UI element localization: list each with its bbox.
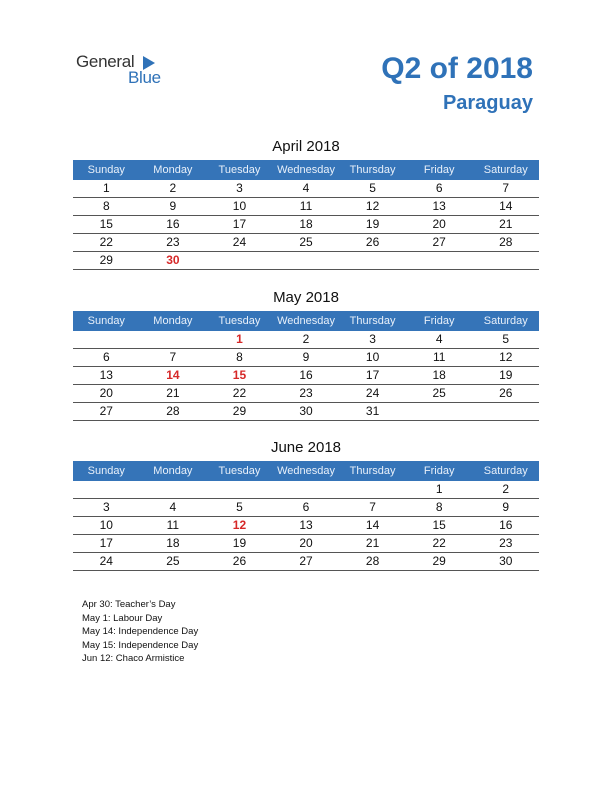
weekday-label: Sunday (87, 164, 125, 176)
day-cell: 12 (365, 199, 380, 213)
week-row (73, 553, 539, 571)
weekday-label: Monday (153, 315, 193, 327)
month-calendar (73, 437, 539, 571)
day-cell: 2 (502, 482, 510, 496)
day-cell: 4 (302, 181, 310, 195)
day-cell: 6 (435, 181, 443, 195)
day-cell (273, 252, 340, 269)
weekday-label: Tuesday (218, 465, 261, 477)
weekday-label: Saturday (483, 164, 528, 176)
day-cell (339, 252, 406, 269)
day-cell: 3 (369, 332, 376, 346)
week-row (73, 216, 539, 234)
day-cell: 22 (99, 235, 113, 249)
holiday-item: May 14: Independence Day (82, 626, 199, 637)
weekday-label: Monday (153, 164, 193, 176)
day-cell (406, 403, 473, 420)
holiday-item: May 1: Labour Day (82, 612, 163, 624)
day-cell: 21 (499, 217, 513, 231)
day-cell: 10 (232, 199, 247, 213)
week-row (73, 234, 539, 252)
week-row (73, 499, 539, 517)
day-cell: 26 (232, 554, 247, 568)
day-cell (73, 331, 140, 348)
weekday-label: Friday (423, 164, 455, 176)
day-cell: 23 (166, 235, 180, 249)
logo-blue-text: Blue (128, 68, 161, 87)
day-cell: 1 (102, 181, 110, 195)
day-cell (406, 252, 473, 269)
weekday-label: Wednesday (277, 164, 335, 176)
day-cell: 4 (435, 332, 443, 346)
day-cell: 23 (299, 386, 313, 400)
day-cell: 21 (365, 536, 380, 550)
day-cell: 2 (169, 181, 177, 195)
day-cell (273, 481, 340, 498)
holiday-item: Apr 30: Teacher’s Day (82, 599, 176, 610)
day-cell: 6 (302, 500, 310, 514)
week-row (73, 349, 539, 367)
day-cell: 24 (232, 235, 247, 249)
week-row (73, 517, 539, 535)
day-cell: 17 (99, 536, 113, 550)
day-cell: 14 (365, 518, 380, 532)
day-cell: 3 (102, 500, 110, 514)
month-calendar (73, 287, 539, 421)
day-cell: 12 (232, 518, 247, 532)
day-cell: 18 (166, 536, 180, 550)
month-title: June 2018 (270, 439, 342, 456)
day-cell: 8 (102, 199, 110, 213)
quarter-title: Q2 of 2018 (381, 52, 533, 85)
weekday-header (73, 461, 539, 481)
day-cell (206, 252, 273, 269)
day-cell: 24 (99, 554, 113, 568)
day-cell: 20 (299, 536, 313, 550)
logo-general-text: General (76, 52, 135, 71)
day-cell: 10 (99, 518, 113, 532)
day-cell: 24 (365, 386, 380, 400)
day-cell: 7 (502, 181, 510, 195)
day-cell: 1 (236, 332, 243, 346)
day-cell: 11 (299, 199, 313, 213)
day-cell: 10 (365, 350, 380, 364)
weekday-label: Saturday (483, 315, 528, 327)
day-cell (206, 481, 273, 498)
day-cell: 15 (99, 217, 113, 231)
day-cell: 9 (502, 500, 510, 514)
day-cell: 28 (499, 235, 513, 249)
weekday-label: Wednesday (277, 315, 335, 327)
holiday-item: Jun 12: Chaco Armistice (82, 653, 185, 664)
day-cell: 28 (166, 404, 180, 418)
day-cell: 14 (499, 199, 513, 213)
day-cell (339, 481, 406, 498)
day-cell: 19 (232, 536, 247, 550)
weekday-header (73, 160, 539, 180)
day-cell: 17 (232, 217, 247, 231)
day-cell: 7 (369, 500, 376, 514)
day-cell: 7 (169, 350, 177, 364)
day-cell: 8 (435, 500, 443, 514)
day-cell: 23 (499, 536, 513, 550)
week-row (73, 252, 539, 270)
month-title: April 2018 (272, 138, 340, 155)
day-cell: 15 (432, 518, 446, 532)
day-cell: 30 (499, 554, 513, 568)
day-cell: 5 (502, 332, 510, 346)
day-cell: 27 (432, 235, 446, 249)
day-cell (140, 481, 207, 498)
day-cell: 20 (432, 217, 446, 231)
day-cell: 11 (432, 350, 446, 364)
day-cell: 11 (166, 518, 180, 532)
weekday-label: Friday (423, 315, 455, 327)
day-cell: 13 (299, 518, 313, 532)
day-cell (472, 252, 539, 269)
day-cell: 2 (302, 332, 310, 346)
day-cell (73, 481, 140, 498)
day-cell: 1 (435, 482, 443, 496)
day-cell: 28 (365, 554, 380, 568)
day-cell: 29 (99, 253, 113, 267)
country-name: Paraguay (442, 92, 533, 114)
day-cell: 22 (232, 386, 247, 400)
month-calendar (73, 136, 539, 270)
day-cell: 20 (99, 386, 113, 400)
day-cell: 4 (169, 500, 177, 514)
week-row (73, 367, 539, 385)
day-cell: 30 (166, 253, 180, 267)
day-cell: 18 (432, 368, 446, 382)
day-cell: 26 (499, 386, 513, 400)
brand-logo (76, 52, 176, 92)
day-cell (140, 331, 207, 348)
weekday-label: Friday (423, 465, 455, 477)
week-row (73, 481, 539, 499)
week-row (73, 403, 539, 421)
weekday-label: Tuesday (218, 164, 261, 176)
day-cell: 27 (99, 404, 113, 418)
week-row (73, 535, 539, 553)
weekday-label: Thursday (349, 465, 396, 477)
day-cell: 9 (169, 199, 177, 213)
weekday-label: Sunday (87, 315, 125, 327)
day-cell (472, 403, 539, 420)
day-cell: 21 (166, 386, 180, 400)
week-row (73, 385, 539, 403)
day-cell: 25 (432, 386, 446, 400)
day-cell: 5 (236, 500, 243, 514)
day-cell: 15 (232, 368, 247, 382)
day-cell: 16 (166, 217, 180, 231)
day-cell: 12 (499, 350, 513, 364)
weekday-label: Thursday (349, 164, 396, 176)
day-cell: 27 (299, 554, 313, 568)
day-cell: 3 (236, 181, 243, 195)
day-cell: 25 (166, 554, 180, 568)
day-cell: 31 (365, 404, 380, 418)
day-cell: 8 (236, 350, 243, 364)
holiday-item: May 15: Independence Day (82, 639, 199, 651)
day-cell: 13 (432, 199, 446, 213)
week-row (73, 198, 539, 216)
week-row (73, 180, 539, 198)
weekday-label: Sunday (87, 465, 125, 477)
day-cell: 13 (99, 368, 113, 382)
day-cell: 19 (365, 217, 380, 231)
weekday-label: Saturday (483, 465, 528, 477)
weekday-label: Thursday (349, 315, 396, 327)
day-cell: 29 (232, 404, 247, 418)
day-cell: 29 (432, 554, 446, 568)
day-cell: 18 (299, 217, 313, 231)
week-row (73, 331, 539, 349)
day-cell: 17 (365, 368, 380, 382)
holiday-list (82, 598, 198, 666)
day-cell: 16 (499, 518, 513, 532)
day-cell: 22 (432, 536, 446, 550)
month-title: May 2018 (273, 289, 339, 306)
day-cell: 26 (365, 235, 380, 249)
day-cell: 14 (166, 368, 180, 382)
weekday-label: Monday (153, 465, 193, 477)
day-cell: 25 (299, 235, 313, 249)
weekday-label: Wednesday (277, 465, 335, 477)
day-cell: 19 (499, 368, 513, 382)
day-cell: 6 (102, 350, 110, 364)
day-cell: 30 (299, 404, 313, 418)
day-cell: 9 (302, 350, 310, 364)
weekday-header (73, 311, 539, 331)
day-cell: 5 (369, 181, 376, 195)
weekday-label: Tuesday (218, 315, 261, 327)
day-cell: 16 (299, 368, 313, 382)
